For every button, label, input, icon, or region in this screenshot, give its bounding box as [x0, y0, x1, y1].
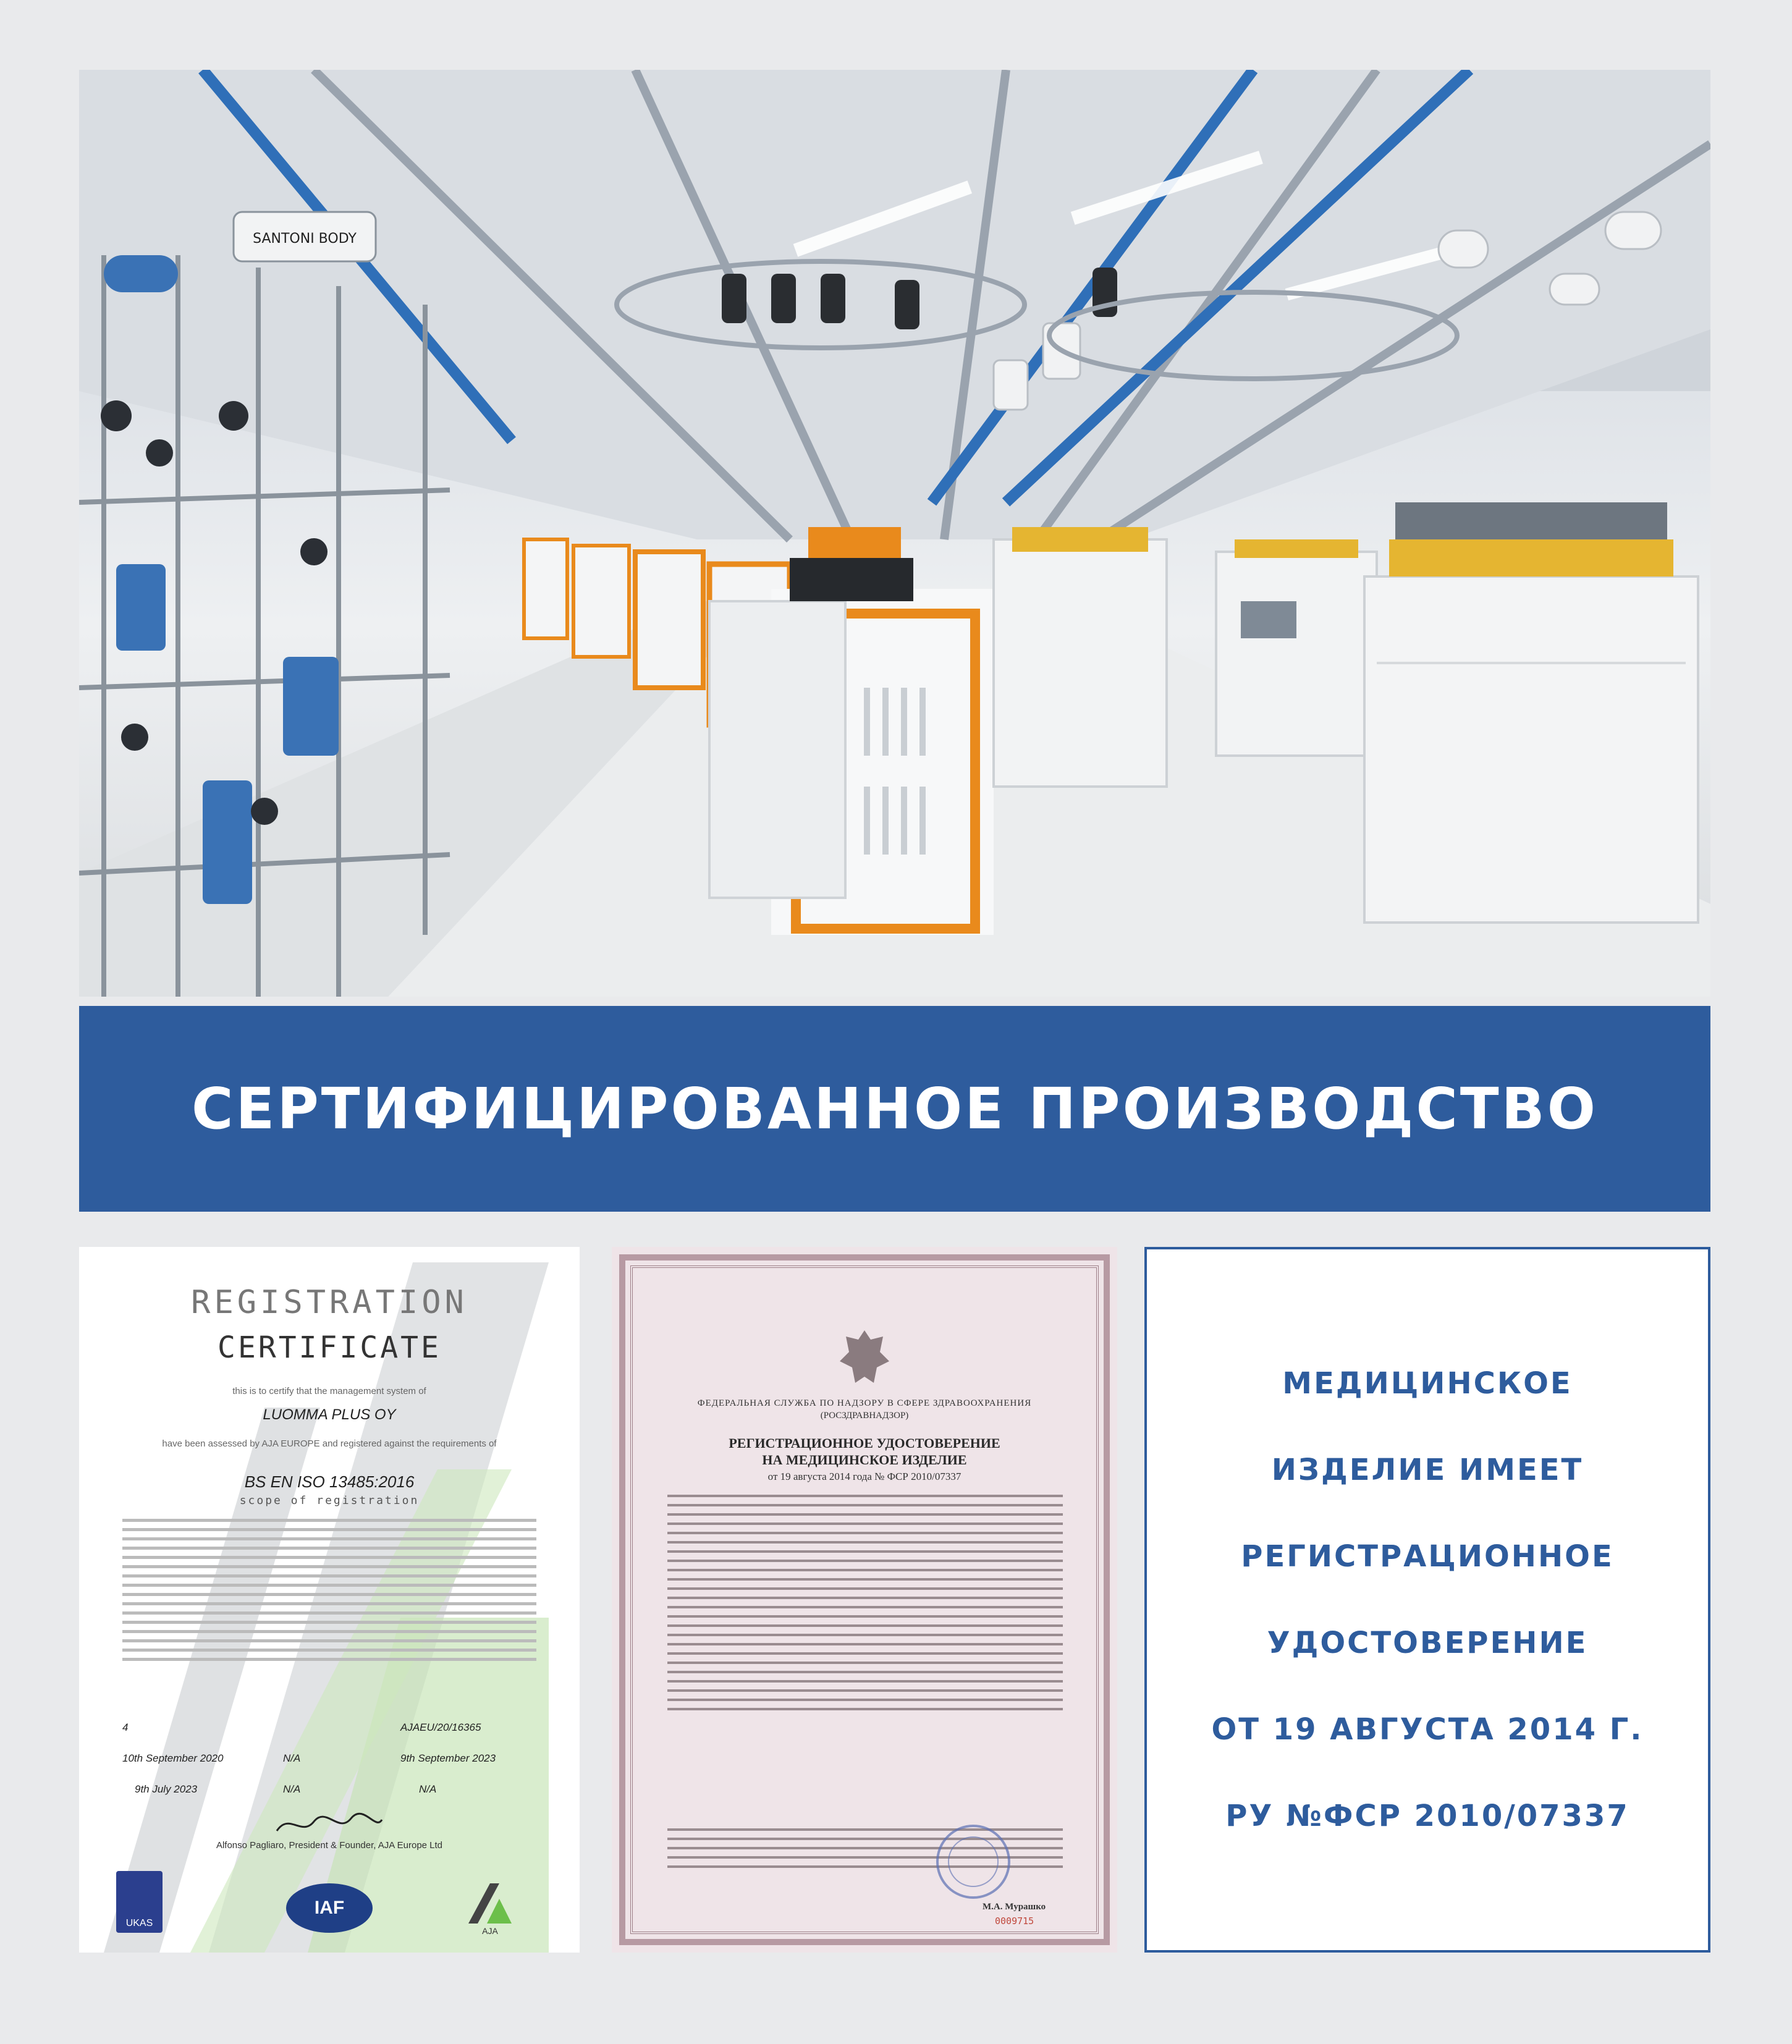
banner-title: СЕРТИФИЦИРОВАННОЕ ПРОИЗВОДСТВО — [191, 1076, 1599, 1142]
certificate-title-certificate: CERTIFICATE — [218, 1330, 441, 1365]
ru-date-line: от 19 августа 2014 года № ФСР 2010/07337 — [767, 1471, 962, 1482]
aja-logo — [462, 1880, 518, 1936]
info-line: ИЗДЕЛИЕ ИМЕЕТ — [1271, 1453, 1584, 1487]
certificate-standard: BS EN ISO 13485:2016 — [244, 1472, 415, 1491]
ru-serial-number: 0009715 — [995, 1915, 1034, 1927]
signature-graphic — [271, 1812, 388, 1840]
aja-logo-text: AJA — [482, 1926, 498, 1936]
agency-short: (РОСЗДРАВНАДЗОР) — [820, 1411, 909, 1421]
ru-title-line2: НА МЕДИЦИНСКОЕ ИЗДЕЛИЕ — [762, 1452, 967, 1468]
certificate-title-registration: REGISTRATION — [191, 1284, 468, 1321]
ru-certificate — [612, 1247, 1117, 1953]
certificate-intro: this is to certify that the management system of — [232, 1386, 426, 1396]
certificate-na-3: N/A — [419, 1783, 437, 1795]
certificate-date-surveillance: 9th July 2023 — [135, 1783, 198, 1795]
certificate-date-expiry: 9th September 2023 — [400, 1752, 496, 1764]
ru-body-text — [667, 1488, 1063, 1717]
certificate-na-2: N/A — [283, 1783, 301, 1795]
factory-photo — [79, 70, 1710, 997]
ru-signatory: М.А. Мурашко — [983, 1902, 1046, 1912]
certificate-number: AJAEU/20/16365 — [400, 1721, 481, 1733]
info-line: ОТ 19 АВГУСТА 2014 Г. — [1211, 1712, 1644, 1747]
coat-of-arms-icon — [837, 1327, 892, 1389]
title-banner — [79, 1006, 1710, 1212]
info-line: МЕДИЦИНСКОЕ — [1282, 1366, 1573, 1401]
info-line: РУ №ФСР 2010/07337 — [1225, 1799, 1629, 1833]
iaf-logo: IAF — [286, 1883, 373, 1933]
round-stamp-icon — [933, 1822, 1013, 1902]
certificate-assessed: have been assessed by AJA EUROPE and registered against the requirements of — [162, 1438, 497, 1449]
factory-illustration — [79, 70, 1710, 997]
certificate-signatory: Alfonso Pagliaro, President & Founder, AJA Europe Ltd — [216, 1840, 443, 1851]
certificate-date-original: 10th September 2020 — [122, 1752, 224, 1764]
certificate-scope-text — [122, 1513, 536, 1667]
info-line: УДОСТОВЕРЕНИЕ — [1267, 1626, 1588, 1660]
ukas-logo: UKAS — [116, 1871, 163, 1933]
certificate-scope-label: scope of registration — [239, 1494, 420, 1507]
certificate-issue-number: 4 — [122, 1721, 129, 1733]
registration-info-box — [1144, 1247, 1710, 1953]
machine-brand-label: SANTONI BODY — [253, 231, 357, 247]
iso-certificate — [79, 1247, 580, 1953]
agency-name: ФЕДЕРАЛЬНАЯ СЛУЖБА ПО НАДЗОРУ В СФЕРЕ ЗДРАВООХРАНЕНИЯ — [697, 1398, 1032, 1408]
info-line: РЕГИСТРАЦИОННОЕ — [1241, 1539, 1614, 1574]
certificate-na-1: N/A — [283, 1752, 301, 1764]
ru-title-line1: РЕГИСТРАЦИОННОЕ УДОСТОВЕРЕНИЕ — [729, 1435, 1000, 1451]
certificate-company: LUOMMA PLUS OY — [263, 1406, 396, 1423]
